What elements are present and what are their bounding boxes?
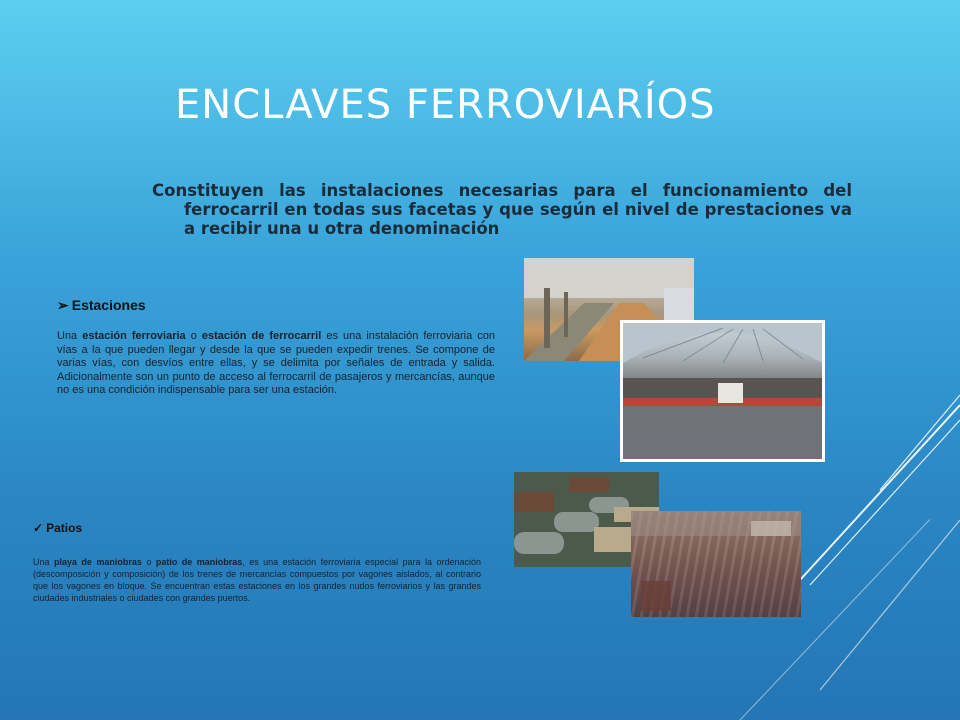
check-bullet-icon: ✓ (33, 521, 44, 535)
patios-heading (33, 521, 82, 535)
patios-term-2: patio de maniobras (155, 557, 243, 567)
estaciones-paragraph (57, 330, 495, 398)
estaciones-term-2: estación de ferrocarril (201, 330, 322, 342)
estaciones-text-3: es una instalación ferroviaria con vías a la que pueden llegar y desde la que se pueden expedir trenes. Se compone de varias vías, con desvíos entre ellas, y se delimita por señales de entrada y salida. Adicionalmente son un punto de acceso al ferrocarril de pasajeros y mercancías, aunque no es una condición indispensable para ser una estación. (57, 330, 495, 396)
intro-text: Constituyen las instalaciones necesarias para el funcionamiento del ferrocarril en todas sus facetas y que según el nivel de prestaciones va a recibir una u otra denominación (152, 181, 852, 238)
patios-text-1: Una (33, 557, 54, 567)
central-station-hall-illustration (623, 323, 822, 459)
estaciones-heading (57, 297, 146, 314)
estaciones-text-2: o (185, 330, 202, 342)
patios-paragraph (33, 556, 481, 604)
patios-text-2: o (141, 557, 156, 567)
slide-title: ENCLAVES FERROVIARÍOS (175, 82, 716, 128)
estaciones-heading-label: Estaciones (71, 297, 146, 313)
central-station-hall-photo (620, 320, 825, 462)
rail-yard-aerial-photo (631, 511, 801, 617)
arrow-bullet-icon: ➢ (57, 297, 69, 313)
patios-term-1: playa de maniobras (53, 557, 142, 567)
estaciones-term-1: estación ferroviaria (82, 330, 186, 342)
estaciones-text-1: Una (57, 330, 83, 342)
patios-heading-label: Patios (46, 521, 83, 535)
patios-text-3: , es una estación ferroviaria especial para la ordenación (descomposición y composición) de los trenes de mercancías compuestos por vagones aislados, al contrario que los vagones en bloque. Se encuentran estas estaciones en los grandes nudos ferroviarios y las grandes ciudades industriales o ciudades con grandes puertos. (33, 557, 481, 603)
rail-yard-illustration (631, 511, 801, 617)
